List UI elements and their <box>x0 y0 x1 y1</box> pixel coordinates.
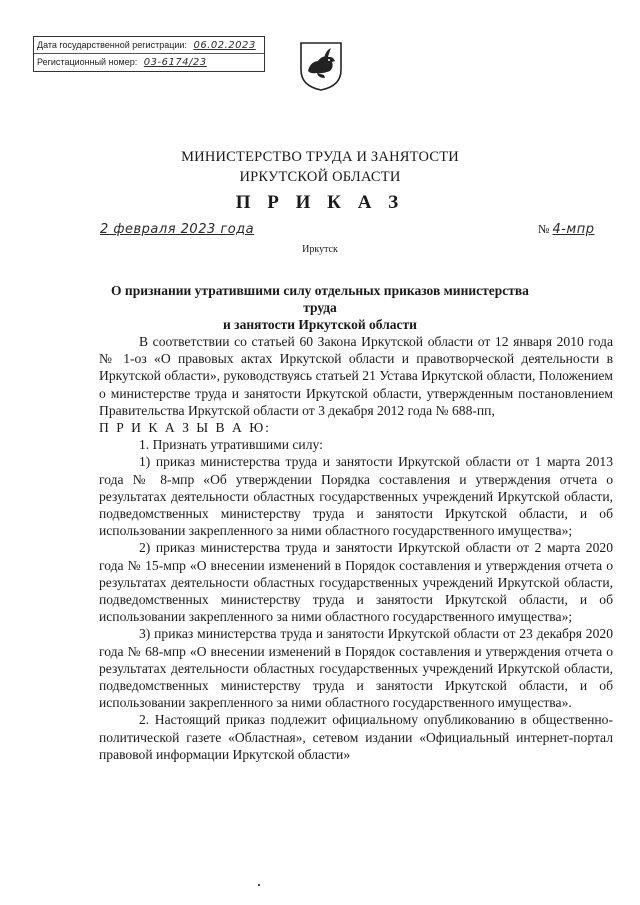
registration-stamp <box>33 36 265 72</box>
reg-date-row <box>34 37 264 53</box>
reg-number-value: 03-6174/23 <box>143 57 207 68</box>
order-date: 2 февраля 2023 года <box>100 222 255 237</box>
item-2: 2. Настоящий приказ подлежит официальному опубликованию в общественно-политической газете «Областная», сетевом издании «Официальный интернет-портал правовой информации Иркутской области» <box>99 712 613 762</box>
city: Иркутск <box>302 244 338 255</box>
paragraph-intro: В соответствии со статьей 60 Закона Иркутской области от 12 января 2010 года № 1-оз «О правовых актах Иркутской области и правотворческой деятельности в Иркутской области», руководствуясь статьей 21 Устава Иркутской области, Положением о министерстве труда и занятости Иркутской области, утвержденным постановлением Правительства Иркутской области от 3 декабря 2012 года № 688-пп, <box>99 334 613 418</box>
document-type: П Р И К А З <box>235 192 405 213</box>
item-1-3: 3) приказ министерства труда и занятости Иркутской области от 23 декабря 2020 года № 68-мпр «О внесении изменений в Порядок составления и утверждения отчета о результатах деятельности областных государственных учреждений Иркутской области, подведомственных министерству труда и занятости Иркутской области, и об использовании закрепленного за ними областного государственного имущества». <box>99 626 613 711</box>
order-body <box>99 333 613 763</box>
reg-number-label: Регистационный номер: <box>37 57 138 67</box>
ministry-line-1: МИНИСТЕРСТВО ТРУДА И ЗАНЯТОСТИ <box>181 149 459 165</box>
item-1-1: 1) приказ министерства труда и занятости Иркутской области от 1 марта 2013 года № 8-мпр «Об утверждении Порядка составления и утверждения отчета о результатах деятельности областных государственных учреждений Иркутской области, подведомственных министерству труда и занятости Иркутской области, и об использовании закрепленного за ними областного государственного имущества»; <box>99 454 613 539</box>
number-value: 4-мпр <box>552 222 595 237</box>
coat-of-arms-icon <box>298 40 344 92</box>
item-1-2: 2) приказ министерства труда и занятости Иркутской области от 2 марта 2020 года № 15-мпр «О внесении изменений в Порядок составления и утверждения отчета о результатах деятельности областных государственных учреждений Иркутской области, подведомственных министерству труда и занятости Иркутской области, и об использовании закрепленного за ними областного государственного имущества»; <box>99 540 613 625</box>
scan-speck <box>258 884 260 886</box>
heading-line-1: О признании утратившими силу отдельных приказов министерства труда <box>111 283 529 315</box>
reg-number-row <box>34 53 264 70</box>
heading-line-2: и занятости Иркутской области <box>223 317 417 332</box>
order-number <box>538 222 594 237</box>
order-heading <box>95 282 545 333</box>
prikazyvayu-label: П Р И К А З Ы В А Ю: <box>99 420 271 436</box>
item-1: 1. Признать утратившими силу: <box>139 437 323 453</box>
ministry-name <box>0 147 640 187</box>
reg-date-value: 06.02.2023 <box>193 40 256 51</box>
ministry-line-2: ИРКУТСКОЙ ОБЛАСТИ <box>239 169 401 185</box>
number-prefix: № <box>538 222 550 236</box>
reg-date-label: Дата государственной регистрации: <box>37 40 187 50</box>
